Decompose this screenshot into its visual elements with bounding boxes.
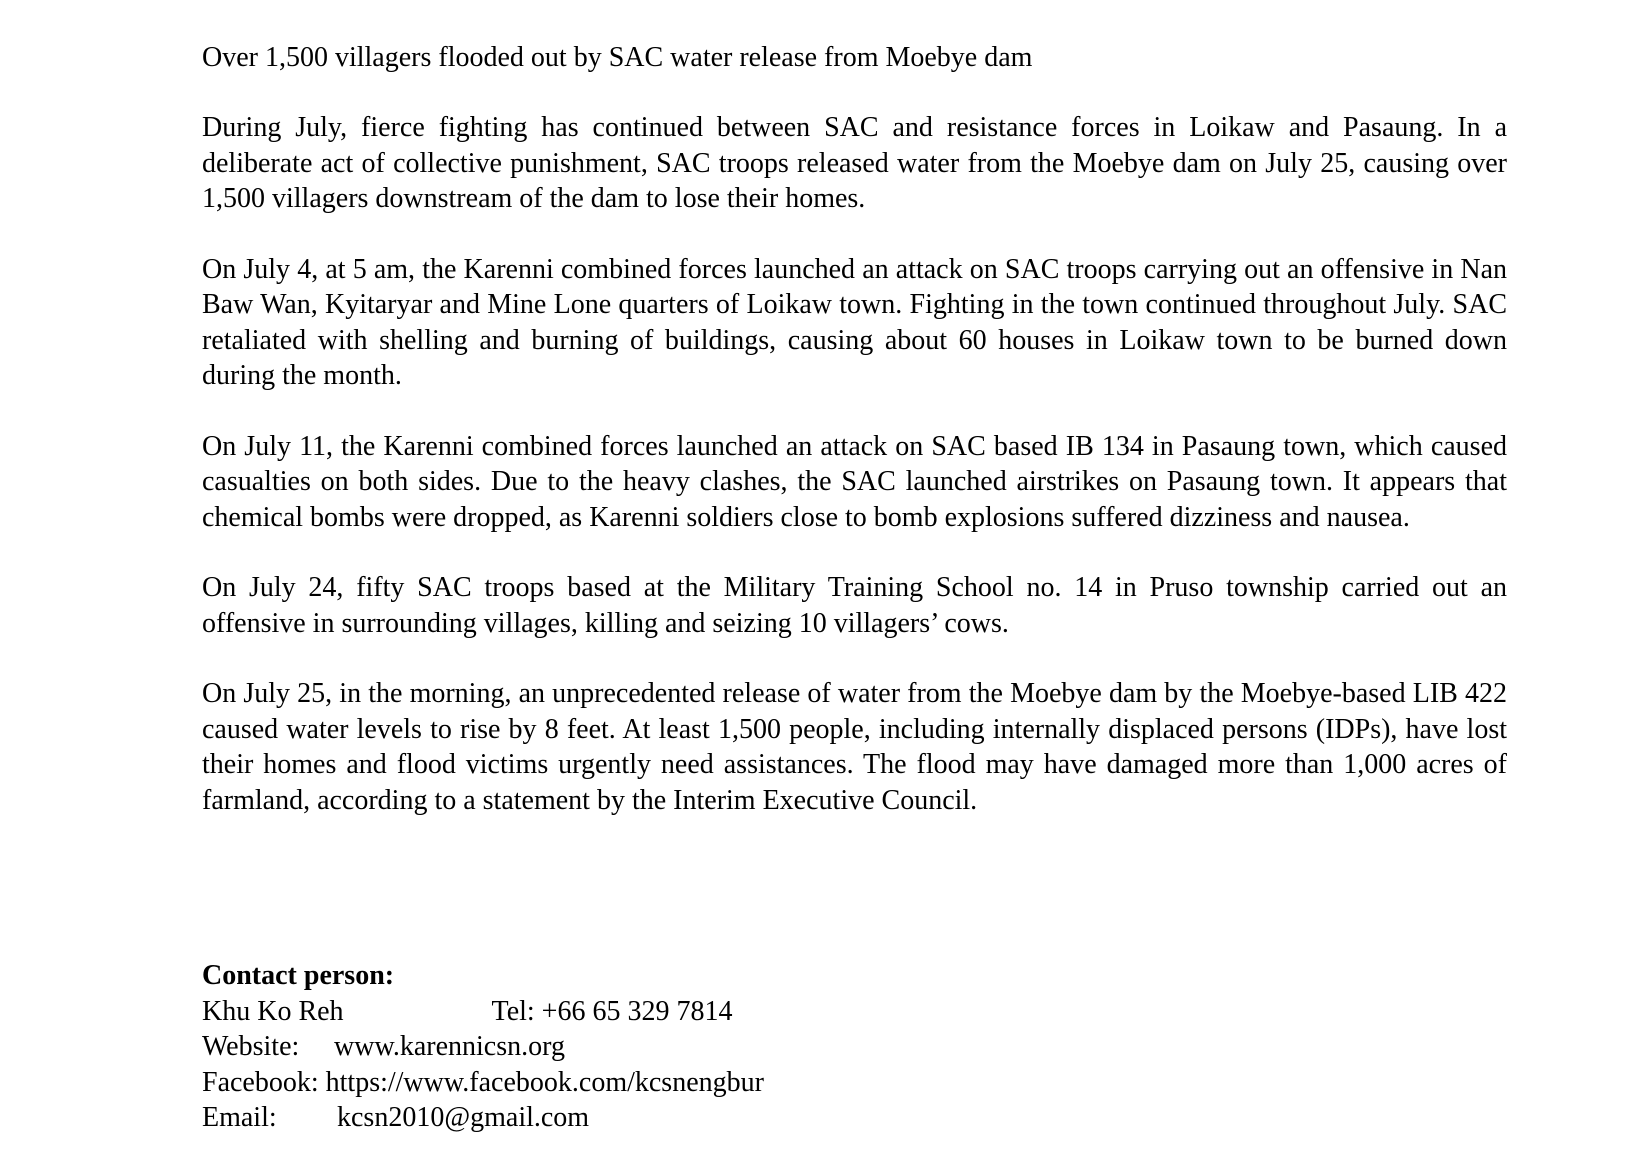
contact-block <box>202 958 764 1136</box>
email-label: Email: <box>202 1102 277 1133</box>
contact-website-row <box>202 1029 764 1065</box>
facebook-link[interactable]: https://www.facebook.com/kcsnengbur <box>325 1066 764 1098</box>
contact-email-row <box>202 1100 764 1136</box>
website-link[interactable]: www.karennicsn.org <box>334 1031 565 1062</box>
contact-name: Khu Ko Reh <box>202 995 344 1027</box>
website-label: Website: <box>202 1031 300 1062</box>
contact-tel: Tel: +66 65 329 7814 <box>491 995 733 1027</box>
paragraph-july-25: On July 25, in the morning, an unprecedented release of water from the Moebye dam by the Moebye-based LIB 422 caused water levels to rise by 8 feet. At least 1,500 people, including internally displaced persons (IDPs), have lost their homes and flood victims urgently need assistances. The flood may have damaged more than 1,000 acres of farmland, according to a statement by the Interim Executive Council. <box>202 678 1507 816</box>
paragraph-july-11: On July 11, the Karenni combined forces launched an attack on SAC based IB 134 in Pasaung town, which caused casualties on both sides. Due to the heavy clashes, the SAC launched airstrikes on Pasaung town. It appears that chemical bombs were dropped, as Karenni soldiers close to bomb explosions suffered dizziness and nausea. <box>202 430 1507 533</box>
paragraph-overview: During July, fierce fighting has continued between SAC and resistance forces in Loikaw and Pasaung. In a deliberate act of collective punishment, SAC troops released water from the Moebye dam on July 25, causing over 1,500 villagers downstream of the dam to lose their homes. <box>202 112 1507 214</box>
contact-facebook-row <box>202 1065 764 1101</box>
document-body <box>202 40 1507 853</box>
headline: Over 1,500 villagers flooded out by SAC water release from Moebye dam <box>202 42 1033 73</box>
paragraph-july-4: On July 4, at 5 am, the Karenni combined forces launched an attack on SAC troops carrying out an offensive in Nan Baw Wan, Kyitaryar and Mine Lone quarters of Loikaw town. Fighting in the town continued throughout July. SAC retaliated with shelling and burning of buildings, causing about 60 houses in Loikaw town to be burned down during the month. <box>202 253 1507 391</box>
facebook-label: Facebook: <box>202 1066 319 1098</box>
contact-name-row <box>202 994 764 1030</box>
contact-heading: Contact person: <box>202 960 395 991</box>
paragraph-july-24: On July 24, fifty SAC troops based at the Military Training School no. 14 in Pruso township carried out an offensive in surrounding villages, killing and seizing 10 villagers’ cows. <box>202 572 1507 639</box>
email-link[interactable]: kcsn2010@gmail.com <box>337 1102 590 1133</box>
